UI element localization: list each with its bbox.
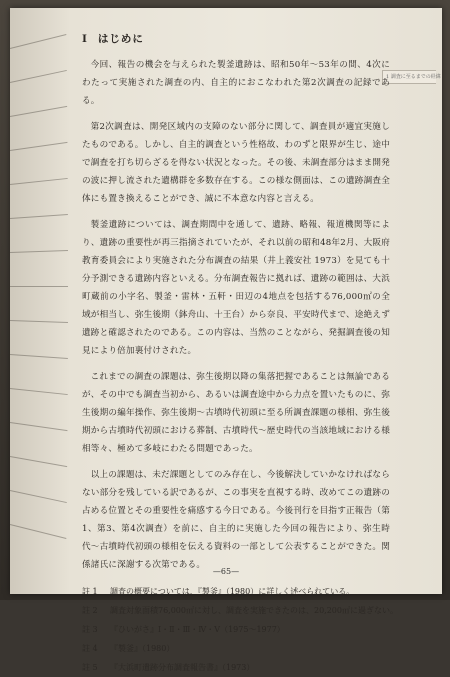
footnote (82, 658, 390, 677)
paragraph: 第2次調査は、開発区域内の支障のない部分に関して、調査員が適宜実施したものである。しかし、自主的調査という性格故、わのずと限界が生じ、途中で調査を打ち切らざるを得ない状況となった。その後、未調査部分はまま開発の波に押し流された遺構群を多数存在する。この様な側面は、この遺跡調査全体にも置き換えることができ、誠に不本意な内容と言える。 (82, 122, 390, 204)
book-page (10, 8, 442, 672)
paragraph: 今回、報告の機会を与えられた製釜遺跡は、昭和50年〜53年の間、4次にわたって実施された調査の内、自主的におこなわれた第2次調査の記録である。 (82, 60, 390, 106)
binding-line (10, 106, 67, 117)
footnote-number: 註 2 (82, 606, 98, 615)
footnote (82, 601, 398, 620)
binding-line (10, 250, 68, 253)
binding-line (10, 320, 68, 323)
footnote (82, 620, 390, 639)
footnote-text: 『大浜町遺跡分布調査報告書』（1973） (110, 663, 255, 672)
section-title: はじめに (97, 33, 144, 45)
footnote-number: 註 5 (82, 663, 98, 672)
footnote-number: 註 3 (82, 625, 98, 634)
binding-line (10, 354, 68, 359)
paragraph: 以上の課題は、未だ課題としてのみ存在し、今後解決していかなければならない部分を残している訳であるが、この事実を直視する時、改めてこの遺跡の占める位置とその重要性を痛感する今日である。今後刊行を目指す正報告（第1、第3、第4次調査）を前に、自主的に実施した今回の報告により、弥生時代〜古墳時代初頭の様相を伝える資料の一部として公表することができた。関係諸氏に深謝する次第である。 (82, 470, 390, 570)
binding-line (10, 178, 68, 185)
binding-line (10, 456, 67, 467)
binding-line (10, 214, 68, 219)
paragraph: 製釜遺跡については、調査期間中を通して、遺跡、略報、報道機関等により、遺跡の重要性が再三指摘されていたが、それ以前の昭和48年2月、大阪府教育委員会により実施された分布調査の結果（井上義安社 1973）を見ても十分予測できる遺跡内容といえる。分布調査報告に拠れば、遺跡の範囲は、大浜町蔵前の小字名、製釜・雷林・五軒・田辺の4地点を包括する76,000㎡の全域が相当し、弥生後期（鉢舟山、十王台）から奈良、平安時代まで、途絶えず遺跡と確認されたのである。この内容は、当然のことながら、発掘調査後の知見により倍加裏付けされた。 (82, 220, 390, 356)
footnote-text: 調査対象面積76,000㎡に対し、調査を実施できたのは、20,200㎡に過ぎない。 (110, 606, 398, 615)
binding-line (10, 490, 67, 503)
section-number: Ⅰ (82, 33, 88, 45)
side-note-text: 1 調査に至るまでの経緯 (386, 74, 441, 80)
binding-line (10, 142, 68, 151)
side-note-tab (382, 70, 441, 84)
page-content (82, 30, 398, 677)
footnote-text: 『ひいがさ』Ⅰ・Ⅱ・Ⅲ・Ⅳ・Ⅴ（1975〜1977） (110, 625, 285, 634)
footnotes (82, 582, 398, 677)
section-heading (82, 30, 390, 48)
footnote (82, 639, 390, 658)
binding-line (10, 70, 67, 83)
binding-line (10, 286, 68, 287)
footnote (82, 582, 390, 601)
binding-line (10, 388, 68, 395)
page-number: —65— (212, 567, 240, 576)
footnote-text: 『製釜』（1980） (110, 644, 175, 653)
footnote-number: 註 1 (82, 587, 98, 596)
binding-line (10, 34, 67, 49)
footnote-number: 註 4 (82, 644, 98, 653)
binding-line (10, 524, 67, 539)
binding-line (10, 422, 68, 431)
page-binding-lines (10, 8, 72, 594)
paragraph: これまでの調査の課題は、弥生後期以降の集落把握であることは無論であるが、その中でも調査当初から、あるいは調査途中から力点を置いたものに、弥生後期の編年操作、弥生後期〜古墳時代初頭に至る所調査課題の様相、弥生後期から古墳時代初頭における葬制、古墳時代〜歴史時代の当該地域における様相等々、極めて多岐にわたる問題であった。 (82, 372, 390, 454)
footnote-text: 調査の概要については、『製釜』（1980）に詳しく述べられている。 (110, 587, 355, 596)
